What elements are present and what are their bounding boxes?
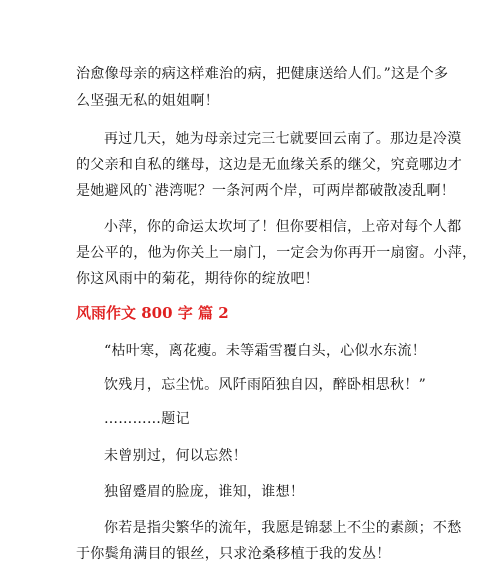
paragraph-3-line-2: 是公平的，他为你关上一扇门，一定会为你再开一扇窗。小萍， [76,245,477,261]
paragraph-3-line-1: 小萍，你的命运太坎坷了！但你要相信，上帝对每个人都 [104,219,462,235]
poem-line-4: 未曾别过，何以忘然！ [104,448,247,464]
closing-line-1: 你若是指尖繁华的流年，我愿是锦瑟上不尘的素颜；不愁 [104,520,462,536]
poem-line-2: 饮残月，忘尘忧。风阡雨陌独自囚，醉卧相思秋！” [104,377,427,393]
poem-line-5: 独留蹙眉的脸庞，谁知，谁想！ [104,484,305,500]
section-heading: 风雨作文 800 字 篇 2 [76,304,229,322]
poem-line-3: …………题记 [104,411,190,427]
paragraph-2-line-2: 的父亲和自私的继母，这边是无血缘关系的继父，究竟哪边才 [76,157,463,173]
paragraph-2-line-3: 是她避风的`港湾呢？一条河两个岸，可两岸都破散凌乱啊！ [76,183,456,199]
paragraph-1-line-1: 治愈像母亲的病这样难治的病，把健康送给人们。”这是个多 [76,66,449,82]
poem-line-1: “枯叶寒，离花瘦。未等霜雪覆白头，心似水东流！ [104,343,427,359]
paragraph-3-line-3: 你这风雨中的菊花，期待你的绽放吧！ [76,271,320,287]
paragraph-1-line-2: 么坚强无私的姐姐啊！ [76,93,219,109]
closing-line-2: 于你鬓角满目的银丝，只求沧桑移植于我的发丛！ [76,546,391,562]
paragraph-2-line-1: 再过几天，她为母亲过完三七就要回云南了。那边是冷漠 [104,131,462,147]
